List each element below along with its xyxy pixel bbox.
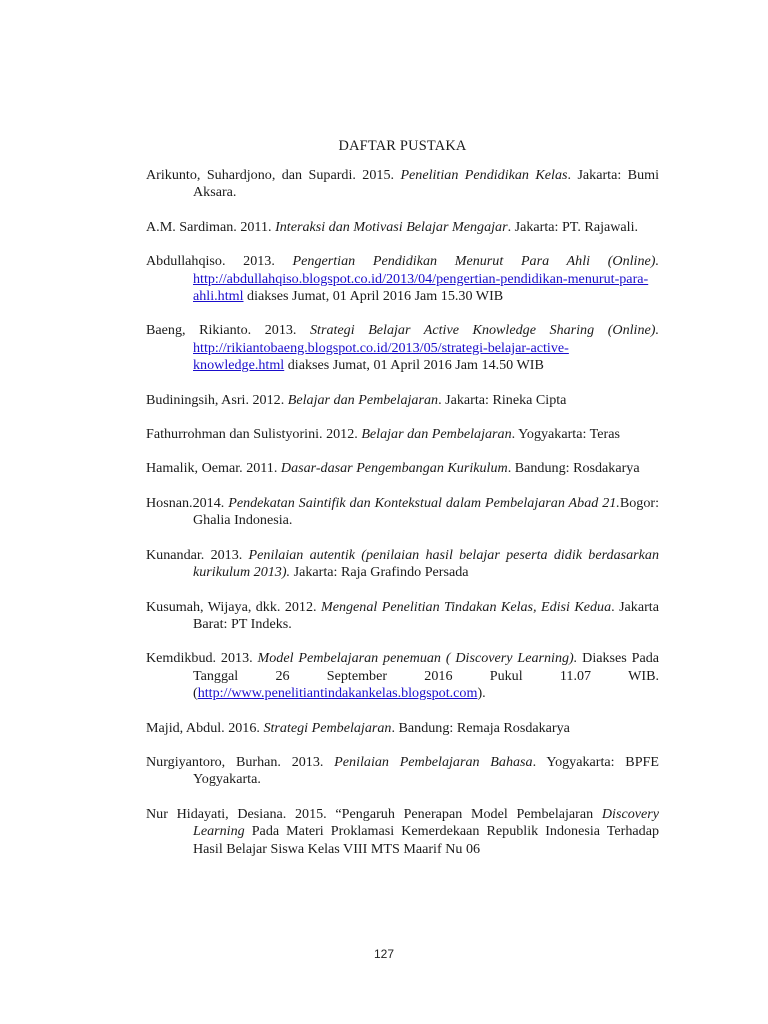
ref-closing: ). (477, 685, 486, 702)
ref-publisher: . Jakarta: Bumi Aksara. (193, 167, 660, 201)
ref-authors: Majid, Abdul. 2016. (146, 719, 264, 736)
page-title: DAFTAR PUSTAKA (338, 138, 467, 154)
ref-title: Pendekatan Saintifik dan Kontekstual dalam Pembelajaran Abad 21. (228, 494, 620, 511)
ref-authors: Baeng, Rikianto. 2013. (146, 322, 310, 339)
ref-link[interactable]: http://rikiantobaeng.blogspot.co.id/2013/05/strategi-belajar-active-knowledge.html (193, 339, 569, 374)
ref-authors: Kunandar. 2013. (146, 546, 249, 563)
ref-title: Mengenal Penelitian Tindakan Kelas, Edisi Kedua (320, 598, 612, 615)
ref-access-note: Diakses Pada Tanggal 26 September 2016 Pukul 11.07 WIB. ( (193, 650, 660, 702)
reference-entry (146, 460, 659, 477)
reference-entry (146, 426, 659, 443)
ref-title: Strategi Belajar Active Knowledge Sharing (Online). (310, 322, 659, 339)
ref-title: Belajar dan Pembelajaran (361, 426, 512, 443)
ref-publisher: . Bandung: Remaja Rosdakarya (391, 719, 570, 736)
ref-link[interactable]: http://www.penelitiantindakankelas.blogspot.com (197, 685, 478, 702)
ref-link[interactable]: http://abdullahqiso.blogspot.co.id/2013/04/pengertian-pendidikan-menurut-para-ahli.html (193, 270, 649, 305)
ref-authors: Hamalik, Oemar. 2011. (146, 460, 281, 477)
ref-publisher: . Jakarta: PT. Rajawali. (507, 218, 639, 235)
ref-title: Penelitian Pendidikan Kelas (400, 167, 568, 183)
reference-entry (146, 392, 659, 409)
ref-publisher: . Bandung: Rosdakarya (507, 460, 640, 477)
ref-title: Strategi Pembelajaran (263, 719, 392, 736)
ref-authors: Budiningsih, Asri. 2012. (146, 391, 288, 408)
ref-access-note: diakses Jumat, 01 April 2016 Jam 14.50 WIB (284, 357, 544, 374)
ref-authors: Nur Hidayati, Desiana. 2015. “Pengaruh Penerapan Model Pembelajaran (146, 805, 602, 822)
ref-publisher: . Yogyakarta: Teras (511, 426, 620, 443)
ref-publisher: Jakarta: Raja Grafindo Persada (290, 564, 469, 581)
ref-publisher: Bogor: Ghalia Indonesia. (193, 494, 659, 529)
ref-title: Interaksi dan Motivasi Belajar Mengajar (275, 218, 508, 235)
ref-publisher: . Yogyakarta: BPFE Yogyakarta. (193, 753, 659, 788)
reference-entry (146, 599, 659, 634)
ref-title: Discovery Learning (193, 805, 659, 840)
ref-authors: Kemdikbud. 2013. (146, 650, 258, 667)
ref-title: Belajar dan Pembelajaran (287, 391, 439, 408)
ref-publisher: Pada Materi Proklamasi Kemerdekaan Republik Indonesia Terhadap Hasil Belajar Siswa Kelas VIII MTS Maarif Nu 06 (193, 823, 659, 857)
ref-authors: Arikunto, Suhardjono, dan Supardi. 2015. (146, 167, 401, 183)
ref-authors: Hosnan.2014. (146, 494, 229, 511)
reference-entry (146, 720, 659, 737)
ref-title: Penilaian Pembelajaran Bahasa (334, 753, 533, 770)
reference-entry (146, 547, 659, 582)
ref-authors: Nurgiyantoro, Burhan. 2013. (146, 753, 335, 770)
ref-title: Pengertian Pendidikan Menurut Para Ahli (Online). (292, 253, 659, 270)
ref-authors: Kusumah, Wijaya, dkk. 2012. (146, 598, 321, 615)
reference-entry (146, 754, 659, 789)
ref-authors: Abdullahqiso. 2013. (146, 253, 293, 270)
reference-entry (146, 806, 659, 858)
ref-title: Penilaian autentik (penilaian hasil belajar peserta didik berdasarkan kurikulum 2013). (193, 546, 659, 581)
reference-entry (146, 219, 659, 236)
reference-entry (146, 167, 659, 202)
bibliography-page (146, 133, 659, 875)
reference-entry (146, 253, 659, 305)
ref-title: Dasar-dasar Pengembangan Kurikulum (280, 460, 508, 477)
reference-entry (146, 495, 659, 530)
ref-authors: Fathurrohman dan Sulistyorini. 2012. (146, 426, 362, 443)
ref-publisher: . Jakarta Barat: PT Indeks. (193, 598, 659, 632)
reference-entry (146, 322, 659, 374)
ref-access-note: diakses Jumat, 01 April 2016 Jam 15.30 WIB (243, 288, 504, 305)
page-number: 127 (373, 947, 395, 961)
ref-title: Model Pembelajaran penemuan ( Discovery Learning). (257, 650, 578, 667)
reference-entry (146, 650, 659, 702)
ref-authors: A.M. Sardiman. 2011. (146, 218, 276, 235)
ref-publisher: . Jakarta: Rineka Cipta (438, 391, 567, 408)
